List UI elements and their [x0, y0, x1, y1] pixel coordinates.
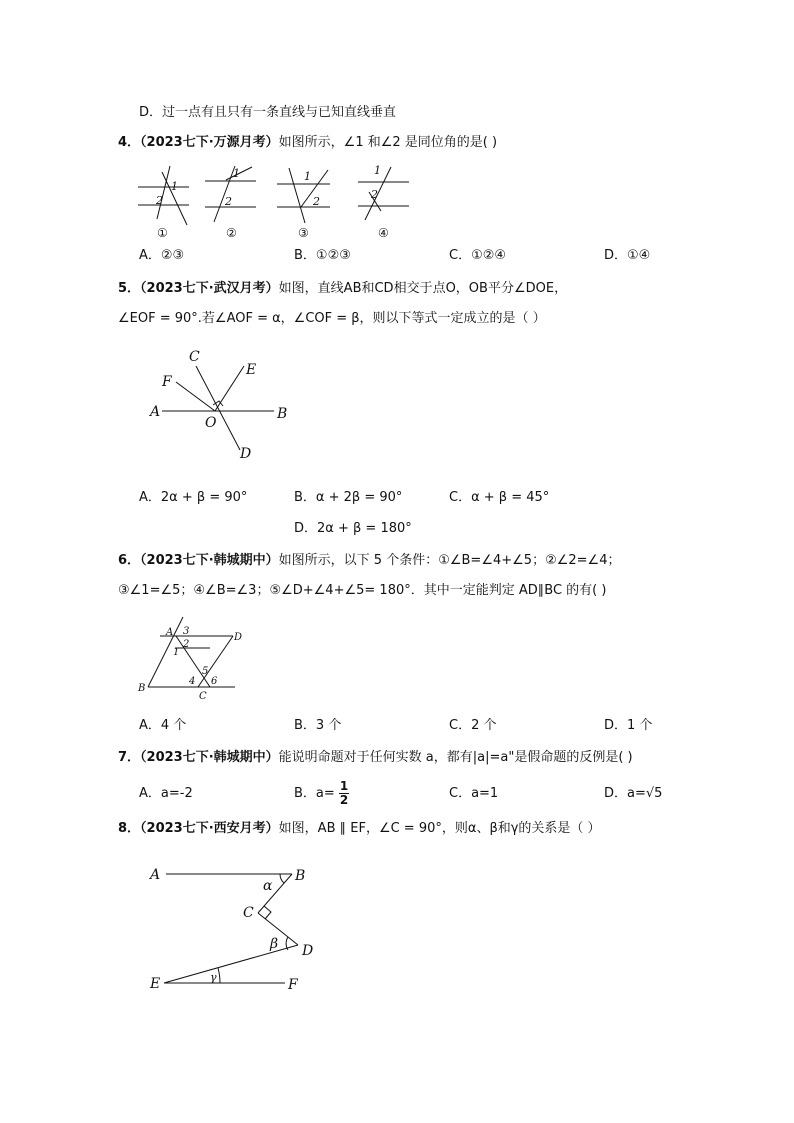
q8-label-C: C — [243, 905, 254, 921]
q5-number: 5． — [118, 281, 141, 296]
q7-option-d-prefix: D．a= — [604, 786, 646, 801]
q8-label-B: B — [295, 868, 306, 884]
q4-source: （2023七下·万源月考） — [140, 135, 279, 150]
q5-option-d[interactable]: D．2α + β = 180° — [294, 521, 412, 536]
q4-stem: 如图所示，∠1 和∠2 是同位角的是( ) — [278, 135, 498, 150]
q7-stem: 能说明命题对于任何实数 a，都有|a|=a"是假命题的反例是( ) — [278, 750, 633, 765]
q4-option-d[interactable]: D．①④ — [604, 248, 651, 263]
q4-fig1-label-1: 1 — [171, 180, 178, 193]
q6-stem-line2: ③∠1=∠5；④∠B=∠3；⑤∠D+∠4+∠5= 180°．其中一定能判定 AD∥BC 的有( ) — [118, 583, 607, 598]
q8-number: 8． — [118, 821, 141, 836]
q6-label-4: 4 — [189, 676, 196, 687]
q7-option-b-prefix: B．a= — [294, 786, 335, 801]
q7-option-a[interactable]: A．a=-2 — [139, 786, 193, 801]
q4-option-a[interactable]: A．②③ — [139, 248, 185, 263]
q4-fig3-label-1: 1 — [304, 170, 311, 183]
q4-caption-4: ④ — [378, 226, 389, 240]
q6-option-d[interactable]: D．1 个 — [604, 718, 653, 733]
q7-number: 7． — [118, 750, 141, 765]
q5-source: （2023七下·武汉月考） — [140, 281, 279, 296]
q5-label-B: B — [277, 406, 288, 422]
q8-label-A: A — [150, 867, 161, 883]
q5-option-c[interactable]: C．α + β = 45° — [449, 490, 550, 505]
q6-label-D: D — [234, 632, 243, 643]
q4-fig4-label-1: 1 — [374, 164, 381, 177]
q6-label-B: B — [138, 683, 146, 694]
q4-fig2-label-1: 1 — [233, 167, 240, 180]
q5-option-a[interactable]: A．2α + β = 90° — [139, 490, 248, 505]
q7-option-c[interactable]: C．a=1 — [449, 786, 499, 801]
q6-label-A: A — [166, 627, 174, 638]
q4-caption-2: ② — [226, 226, 237, 240]
q4-fig3-label-2: 2 — [313, 195, 320, 208]
q6-option-b[interactable]: B．3 个 — [294, 718, 342, 733]
q5-stem-line1: 如图，直线AB和CD相交于点O，OB平分∠DOE， — [278, 281, 568, 296]
q5-label-E: E — [246, 362, 257, 378]
q4-caption-1: ① — [157, 226, 168, 240]
q5-option-b[interactable]: B．α + 2β = 90° — [294, 490, 403, 505]
q6-label-6: 6 — [211, 676, 218, 687]
q6-option-a[interactable]: A．4 个 — [139, 718, 187, 733]
q5-label-A: A — [150, 404, 161, 420]
q4-fig2-label-2: 2 — [225, 195, 232, 208]
q5-label-F: F — [162, 374, 172, 390]
q6-option-c[interactable]: C．2 个 — [449, 718, 497, 733]
q8-label-F: F — [288, 977, 298, 993]
q7-option-d-radical: √5 — [645, 786, 663, 801]
q4-fig4-label-2: 2 — [371, 188, 378, 201]
q8-source: （2023七下·西安月考） — [140, 821, 279, 836]
q4-option-b[interactable]: B．①②③ — [294, 248, 351, 263]
q6-number: 6． — [118, 553, 141, 568]
q6-label-C: C — [199, 691, 207, 702]
q5-label-O: O — [205, 415, 217, 431]
q4-option-c[interactable]: C．①②④ — [449, 248, 507, 263]
q8-label-alpha: α — [263, 878, 273, 894]
q6-label-2: 2 — [183, 639, 190, 650]
q4-caption-3: ③ — [298, 226, 309, 240]
q6-label-3: 3 — [183, 626, 190, 637]
q3-option-d: D．过一点有且只有一条直线与已知直线垂直 — [139, 105, 397, 120]
q8-label-beta: β — [270, 936, 279, 952]
q6-source: （2023七下·韩城期中） — [140, 553, 279, 568]
q5-stem-line2: ∠EOF = 90°.若∠AOF = α，∠COF = β，则以下等式一定成立的是（ ） — [118, 311, 546, 326]
q5-label-D: D — [240, 446, 252, 462]
q6-label-1: 1 — [173, 647, 180, 658]
q6-label-5: 5 — [202, 666, 209, 677]
q8-label-gamma: γ — [210, 971, 217, 984]
q7-option-b-denominator: 2 — [339, 793, 349, 807]
q8-label-E: E — [150, 976, 161, 992]
q7-option-b-numerator: 1 — [339, 779, 349, 793]
q4-fig1-label-2: 2 — [156, 194, 163, 207]
q4-number: 4． — [118, 135, 141, 150]
q7-source: （2023七下·韩城期中） — [140, 750, 279, 765]
q6-stem-line1: 如图所示，以下 5 个条件：①∠B=∠4+∠5；②∠2=∠4； — [278, 553, 621, 568]
q8-stem: 如图，AB ∥ EF，∠C = 90°，则α、β和γ的关系是（ ） — [278, 821, 601, 836]
q8-label-D: D — [302, 943, 314, 959]
q5-label-C: C — [189, 349, 200, 365]
